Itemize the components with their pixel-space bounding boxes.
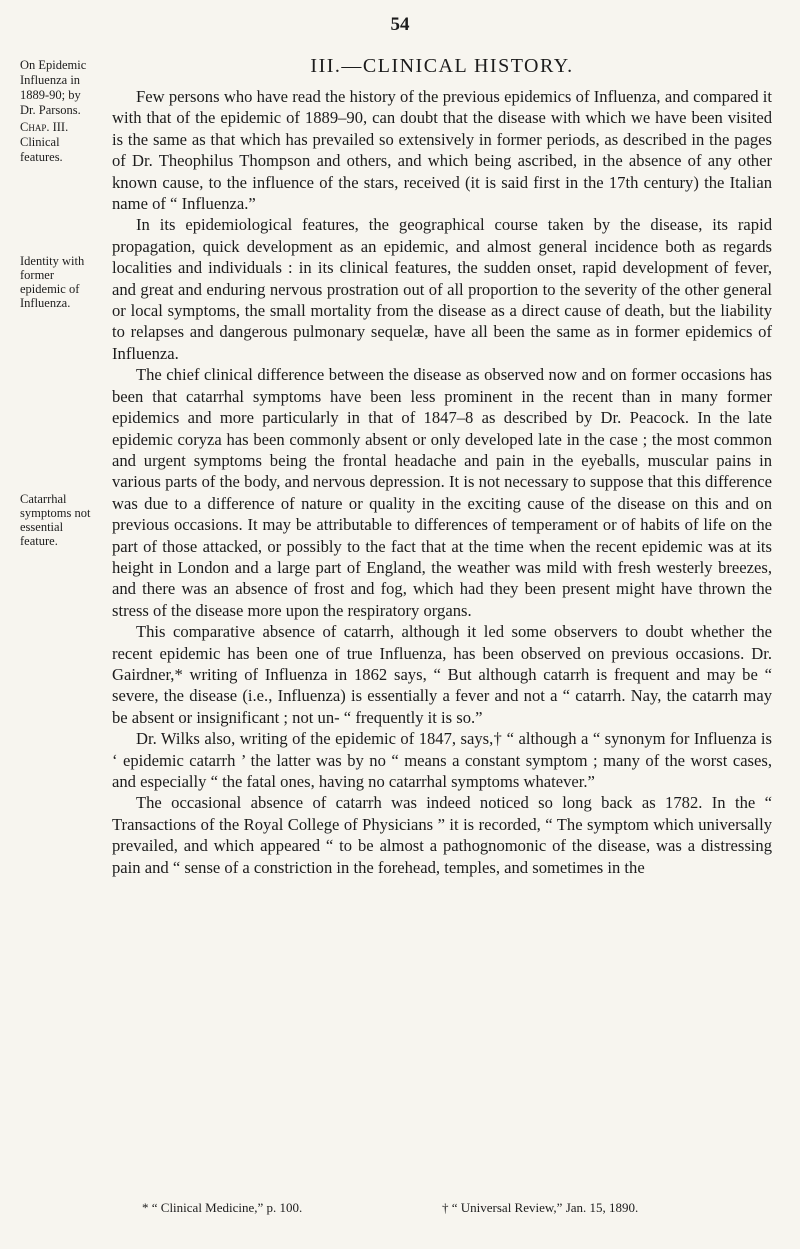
running-head [20, 58, 98, 165]
footnote-2: † “ Universal Review,” Jan. 15, 1890. [442, 1200, 639, 1215]
margin-note-catarrhal: Catarrhal symptoms not essential feature. [20, 492, 91, 548]
chapter-label: Chap. III. [20, 120, 69, 134]
paragraph: In its epidemiological features, the geographical course taken by the disease, its rapid propagation, quick development as an epidemic, and almost general incidence both as regards localities and individuals : in its clinical features, the sudden onset, rapid development of fever, and great and enduring nervous prostration out of all proportion to the severity of the other general or local symptoms, the small mortality from the disease as a direct cause of death, but the liability to relapses and dangerous pulmonary sequelæ, have all been the same as in former epidemics of Influenza. [112, 215, 772, 363]
paragraph: This comparative absence of catarrh, although it led some observers to doubt whether the recent epidemic has been one of true Influenza, has been observed on previous occasions. Dr. Gairdner,* writing of Influenza in 1862 says, “ But although catarrh is frequent and may be “ severe, the disease (i.e., Influenza) is essentially a fever and not a “ catarrh. Nay, the catarrh may be absent or insignificant ; not un- “ frequently it is so.” [112, 622, 772, 727]
paragraph: Dr. Wilks also, writing of the epidemic of 1847, says,† “ although a “ synonym for Influenza is ‘ epidemic catarrh ’ the latter was by no “ means a constant symptom ; many of the worst cases, and especially “ the fatal ones, having no catarrhal symptoms whatever.” [112, 729, 772, 791]
paragraph: The occasional absence of catarrh was indeed noticed so long back as 1782. In the “ Transactions of the Royal College of Physicians ” it is recorded, “ The symptom which universally prevailed, and which appeared “ to be almost a pathognomonic of the disease, was a distressing pain and “ sense of a constriction in the forehead, temples, and sometimes in the [112, 793, 772, 877]
page-number: 54 [390, 14, 410, 35]
margin-note-identity: Identity with former epidemic of Influenza. [20, 254, 85, 310]
paragraph: The chief clinical difference between the disease as observed now and on former occasions has been that catarrhal symptoms have been less prominent in the recent than in many former epidemics and more particularly in that of 1847–8 as described by Dr. Peacock. In the late epidemic coryza has been commonly absent or only developed late in the case ; the most common and urgent symptoms being the frontal headache and pain in the eyeballs, muscular pains in various parts of the body, and nervous depression. It is not necessary to suppose that this difference was due to a difference of nature or quality in the exciting cause of the disease on this and on previous occasions. It may be attributable to differences of temperament or of habits of life on the part of those attacked, or possibly to the fact that at the time when the recent epidemic was at its height in London and a large part of England, the weather was mild with fresh westerly breezes, and there was an absence of frost and fog, which had they been present might have thrown the stress of the disease more upon the respiratory organs. [112, 365, 772, 620]
chapter-topic: Clinical features. [20, 135, 63, 164]
footnote-1: * “ Clinical Medicine,” p. 100. [142, 1200, 303, 1215]
footnotes [112, 1200, 772, 1216]
running-head-title: On Epidemic Influenza in 1889-90; by Dr. Parsons. [20, 58, 87, 117]
paragraph: Few persons who have read the history of the previous epidemics of Influenza, and compared it with that of the epidemic of 1889–90, can doubt that the disease with which we have been visited is the same as that which has prevailed so extensively in former periods, as described in the pages of Dr. Theophilus Thompson and others, and which being ascribed, in the absence of any other known cause, to the influence of the stars, received (it is said first in the 17th century) the Italian name of “ Influenza.” [112, 87, 772, 214]
body-text [112, 86, 772, 878]
section-heading: III.—CLINICAL HISTORY. [310, 55, 574, 77]
